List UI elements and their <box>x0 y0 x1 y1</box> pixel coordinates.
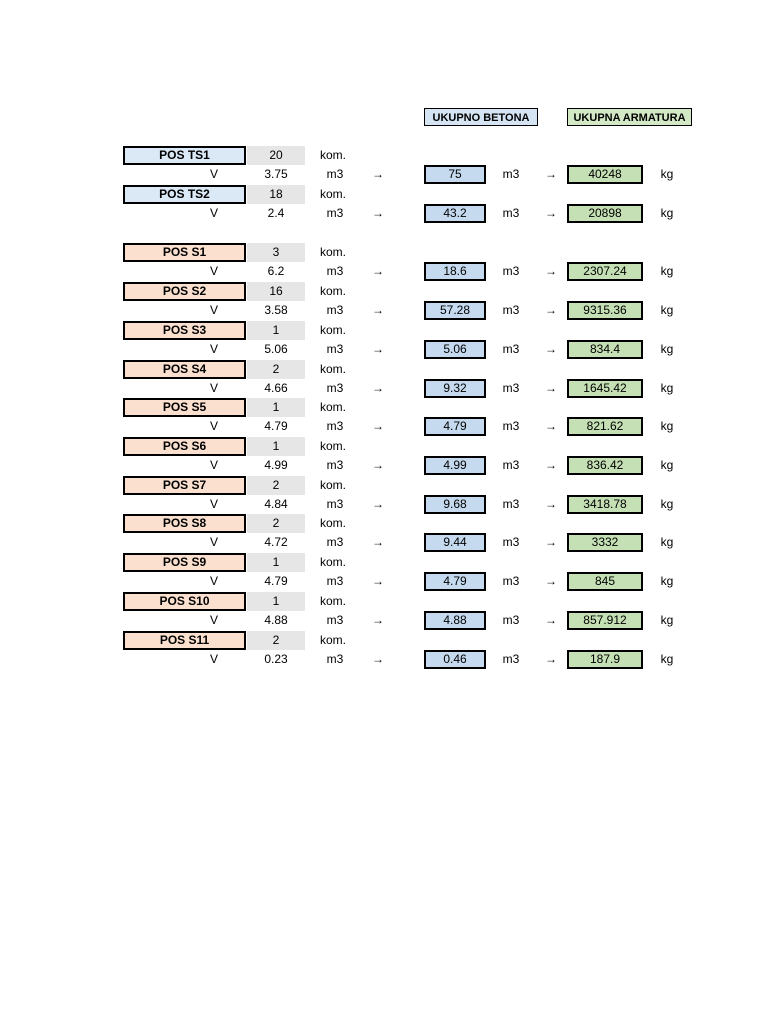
position-count-row <box>0 185 768 204</box>
concrete-total[interactable]: 4.79 <box>424 572 486 591</box>
position-name[interactable]: POS S5 <box>123 398 246 417</box>
unit-kom: kom. <box>320 516 347 530</box>
reinforcement-total[interactable]: 20898 <box>567 204 643 223</box>
position-count-row <box>0 476 768 495</box>
position-name[interactable]: POS S8 <box>123 514 246 533</box>
arrow-right-icon: → <box>545 535 557 550</box>
position-name[interactable]: POS S3 <box>123 321 246 340</box>
position-count[interactable]: 2 <box>247 360 305 379</box>
position-volume-row <box>0 262 768 281</box>
position-count-row <box>0 321 768 340</box>
concrete-total[interactable]: 18.6 <box>424 262 486 281</box>
unit-m3: m3 <box>502 652 520 667</box>
volume-value[interactable]: 4.84 <box>264 497 288 512</box>
arrow-right-icon: → <box>372 264 384 279</box>
concrete-total[interactable]: 9.32 <box>424 379 486 398</box>
position-name[interactable]: POS S10 <box>123 592 246 611</box>
unit-kom: kom. <box>320 594 347 608</box>
reinforcement-total[interactable]: 857.912 <box>567 611 643 630</box>
volume-value[interactable]: 4.79 <box>264 419 288 434</box>
volume-label: V <box>209 652 218 667</box>
position-count-row <box>0 146 768 165</box>
volume-label: V <box>209 264 218 279</box>
volume-value[interactable]: 5.06 <box>264 342 288 357</box>
unit-kg: kg <box>660 264 674 279</box>
header-ukupna-armatura: UKUPNA ARMATURA <box>567 108 692 126</box>
position-volume-row <box>0 650 768 669</box>
arrow-right-icon: → <box>545 574 557 589</box>
concrete-total[interactable]: 4.88 <box>424 611 486 630</box>
volume-label: V <box>209 613 218 628</box>
reinforcement-total[interactable]: 821.62 <box>567 417 643 436</box>
volume-label: V <box>209 497 218 512</box>
unit-m3: m3 <box>326 167 344 182</box>
unit-kg: kg <box>660 497 674 512</box>
volume-value[interactable]: 4.88 <box>264 613 288 628</box>
arrow-right-icon: → <box>372 342 384 357</box>
position-count[interactable]: 18 <box>247 185 305 204</box>
unit-m3: m3 <box>326 303 344 318</box>
unit-kg: kg <box>660 574 674 589</box>
unit-kom: kom. <box>320 555 347 569</box>
unit-m3: m3 <box>502 458 520 473</box>
unit-kg: kg <box>660 613 674 628</box>
position-count[interactable]: 1 <box>247 592 305 611</box>
arrow-right-icon: → <box>545 167 557 182</box>
unit-m3: m3 <box>502 381 520 396</box>
concrete-total[interactable]: 4.99 <box>424 456 486 475</box>
position-count-row <box>0 282 768 301</box>
unit-m3: m3 <box>502 613 520 628</box>
unit-kom: kom. <box>320 284 347 298</box>
position-count-row <box>0 437 768 456</box>
volume-value[interactable]: 4.66 <box>264 381 288 396</box>
unit-kg: kg <box>660 652 674 667</box>
unit-kg: kg <box>660 167 674 182</box>
arrow-right-icon: → <box>545 458 557 473</box>
concrete-total[interactable]: 43.2 <box>424 204 486 223</box>
position-name[interactable]: POS S9 <box>123 553 246 572</box>
volume-label: V <box>209 342 218 357</box>
volume-value[interactable]: 4.72 <box>264 535 288 550</box>
arrow-right-icon: → <box>545 381 557 396</box>
arrow-right-icon: → <box>545 652 557 667</box>
position-volume-row <box>0 495 768 514</box>
arrow-right-icon: → <box>545 206 557 221</box>
position-count[interactable]: 1 <box>247 553 305 572</box>
position-name[interactable]: POS S11 <box>123 631 246 650</box>
arrow-right-icon: → <box>372 497 384 512</box>
unit-kg: kg <box>660 419 674 434</box>
concrete-total[interactable]: 57.28 <box>424 301 486 320</box>
volume-label: V <box>209 458 218 473</box>
arrow-right-icon: → <box>372 303 384 318</box>
position-volume-row <box>0 301 768 320</box>
volume-label: V <box>209 206 218 221</box>
unit-m3: m3 <box>502 303 520 318</box>
unit-m3: m3 <box>502 264 520 279</box>
unit-kg: kg <box>660 535 674 550</box>
position-count[interactable]: 20 <box>247 146 305 165</box>
concrete-total[interactable]: 0.46 <box>424 650 486 669</box>
unit-kom: kom. <box>320 245 347 259</box>
unit-m3: m3 <box>326 458 344 473</box>
position-count[interactable]: 16 <box>247 282 305 301</box>
reinforcement-total[interactable]: 9315.36 <box>567 301 643 320</box>
concrete-total[interactable]: 4.79 <box>424 417 486 436</box>
reinforcement-total[interactable]: 834.4 <box>567 340 643 359</box>
position-name[interactable]: POS TS2 <box>123 185 246 204</box>
unit-kg: kg <box>660 342 674 357</box>
arrow-right-icon: → <box>545 497 557 512</box>
position-count-row <box>0 243 768 262</box>
concrete-total[interactable]: 9.44 <box>424 533 486 552</box>
position-count[interactable]: 1 <box>247 437 305 456</box>
volume-value[interactable]: 4.79 <box>264 574 288 589</box>
arrow-right-icon: → <box>372 613 384 628</box>
position-name[interactable]: POS S1 <box>123 243 246 262</box>
unit-m3: m3 <box>502 419 520 434</box>
unit-kg: kg <box>660 303 674 318</box>
unit-kom: kom. <box>320 633 347 647</box>
concrete-total[interactable]: 5.06 <box>424 340 486 359</box>
position-name[interactable]: POS S6 <box>123 437 246 456</box>
arrow-right-icon: → <box>545 419 557 434</box>
reinforcement-total[interactable]: 3332 <box>567 533 643 552</box>
header-ukupno-betona: UKUPNO BETONA <box>424 108 538 126</box>
position-volume-row <box>0 204 768 223</box>
arrow-right-icon: → <box>372 167 384 182</box>
arrow-right-icon: → <box>545 264 557 279</box>
unit-m3: m3 <box>326 652 344 667</box>
position-name[interactable]: POS S7 <box>123 476 246 495</box>
volume-value[interactable]: 4.99 <box>264 458 288 473</box>
arrow-right-icon: → <box>372 574 384 589</box>
position-volume-row <box>0 340 768 359</box>
unit-m3: m3 <box>502 535 520 550</box>
unit-kg: kg <box>660 206 674 221</box>
volume-label: V <box>209 419 218 434</box>
position-count-row <box>0 631 768 650</box>
unit-kom: kom. <box>320 187 347 201</box>
unit-m3: m3 <box>326 206 344 221</box>
arrow-right-icon: → <box>372 652 384 667</box>
volume-value[interactable]: 3.58 <box>264 303 288 318</box>
reinforcement-total[interactable]: 836.42 <box>567 456 643 475</box>
arrow-right-icon: → <box>545 342 557 357</box>
unit-m3: m3 <box>326 264 344 279</box>
unit-kom: kom. <box>320 400 347 414</box>
position-count[interactable]: 2 <box>247 631 305 650</box>
unit-kg: kg <box>660 381 674 396</box>
unit-m3: m3 <box>502 342 520 357</box>
arrow-right-icon: → <box>545 303 557 318</box>
position-count-row <box>0 592 768 611</box>
concrete-total[interactable]: 9.68 <box>424 495 486 514</box>
arrow-right-icon: → <box>372 381 384 396</box>
volume-label: V <box>209 167 218 182</box>
position-volume-row <box>0 165 768 184</box>
reinforcement-total[interactable]: 2307.24 <box>567 262 643 281</box>
concrete-total[interactable]: 75 <box>424 165 486 184</box>
volume-value[interactable]: 6.2 <box>267 264 285 279</box>
unit-m3: m3 <box>326 535 344 550</box>
position-volume-row <box>0 456 768 475</box>
volume-label: V <box>209 535 218 550</box>
arrow-right-icon: → <box>545 613 557 628</box>
position-count[interactable]: 2 <box>247 476 305 495</box>
unit-m3: m3 <box>326 497 344 512</box>
arrow-right-icon: → <box>372 419 384 434</box>
unit-m3: m3 <box>502 206 520 221</box>
reinforcement-total[interactable]: 187.9 <box>567 650 643 669</box>
position-count[interactable]: 1 <box>247 398 305 417</box>
unit-kom: kom. <box>320 362 347 376</box>
unit-m3: m3 <box>326 613 344 628</box>
unit-kg: kg <box>660 458 674 473</box>
position-count-row <box>0 398 768 417</box>
position-count-row <box>0 360 768 379</box>
reinforcement-total[interactable]: 40248 <box>567 165 643 184</box>
position-count-row <box>0 553 768 572</box>
position-name[interactable]: POS TS1 <box>123 146 246 165</box>
position-count[interactable]: 3 <box>247 243 305 262</box>
unit-m3: m3 <box>502 574 520 589</box>
unit-m3: m3 <box>502 167 520 182</box>
reinforcement-total[interactable]: 845 <box>567 572 643 591</box>
position-name[interactable]: POS S2 <box>123 282 246 301</box>
volume-value[interactable]: 2.4 <box>267 206 285 221</box>
reinforcement-total[interactable]: 3418.78 <box>567 495 643 514</box>
position-count-row <box>0 514 768 533</box>
arrow-right-icon: → <box>372 458 384 473</box>
position-count[interactable]: 2 <box>247 514 305 533</box>
unit-kom: kom. <box>320 323 347 337</box>
unit-kom: kom. <box>320 439 347 453</box>
unit-m3: m3 <box>502 497 520 512</box>
arrow-right-icon: → <box>372 206 384 221</box>
volume-value[interactable]: 3.75 <box>264 167 288 182</box>
unit-m3: m3 <box>326 419 344 434</box>
unit-kom: kom. <box>320 148 347 162</box>
position-volume-row <box>0 533 768 552</box>
unit-m3: m3 <box>326 342 344 357</box>
unit-kom: kom. <box>320 478 347 492</box>
position-volume-row <box>0 417 768 436</box>
volume-label: V <box>209 303 218 318</box>
arrow-right-icon: → <box>372 535 384 550</box>
position-volume-row <box>0 572 768 591</box>
unit-m3: m3 <box>326 381 344 396</box>
unit-m3: m3 <box>326 574 344 589</box>
volume-label: V <box>209 381 218 396</box>
position-volume-row <box>0 611 768 630</box>
position-volume-row <box>0 379 768 398</box>
position-name[interactable]: POS S4 <box>123 360 246 379</box>
position-count[interactable]: 1 <box>247 321 305 340</box>
volume-label: V <box>209 574 218 589</box>
reinforcement-total[interactable]: 1645.42 <box>567 379 643 398</box>
volume-value[interactable]: 0.23 <box>264 652 288 667</box>
